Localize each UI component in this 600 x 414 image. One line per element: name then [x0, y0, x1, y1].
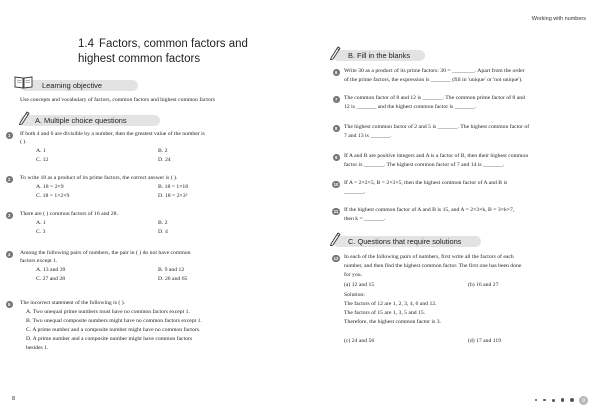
question-line1: If A and B are positive integers and A is a factor of B, then their highest common — [344, 153, 529, 159]
part-c-label: (c) 24 and 56 — [344, 338, 375, 344]
question-number: 5 — [6, 301, 13, 308]
question-number: 7 — [333, 96, 340, 103]
question-line2: factor is _______. The highest common factor of 7 and 14 is _______. — [344, 162, 505, 168]
question-number: 11 — [333, 208, 339, 214]
option-a[interactable]: A. 1 — [36, 220, 46, 226]
question-stem-cont: factors except 1. — [20, 258, 58, 264]
learning-objective-heading: Learning objective — [42, 81, 102, 90]
part-a-label: (a) 12 and 15 — [344, 282, 375, 288]
chapter-title — [78, 37, 288, 67]
option-c[interactable]: C. A prime number and a composite number might have no common factors. — [26, 327, 201, 333]
section-b-heading: B. Fill in the blanks — [348, 51, 411, 60]
option-c[interactable]: C. 27 and 28 — [36, 276, 66, 282]
dot — [561, 398, 565, 402]
chapter-number: 1.4 — [78, 38, 94, 50]
open-book-icon — [14, 75, 33, 89]
question-line1: If the highest common factor of A and B is 15, and A = 2×3×k, B = 3×k×7, — [344, 207, 515, 213]
option-b[interactable]: B. Two unequal composite numbers might have no common factors except 1. — [26, 318, 202, 324]
question-number: 1 — [6, 132, 13, 139]
question-number: 4 — [6, 251, 13, 258]
section-a-heading: A. Multiple choice questions — [35, 116, 127, 125]
page-number-right: 9 — [579, 396, 588, 405]
question-line2: 12 is _______ and the highest common factor is _______. — [344, 104, 477, 110]
question-number: 10 — [333, 181, 339, 187]
question-number: 8 — [333, 125, 340, 132]
question-line1: If A = 2×2×5, B = 2×3×5, then the highest common factor of A and B is — [344, 180, 508, 186]
question-stem: The incorrect statement of the following is ( ). — [20, 300, 126, 306]
section-c-heading: C. Questions that require solutions — [348, 237, 462, 246]
option-d[interactable]: D. 24 — [158, 157, 171, 163]
pencil-icon — [328, 231, 341, 246]
question-number: 6 — [333, 69, 340, 76]
question-number: 2 — [6, 176, 13, 183]
solution-line: The factors of 12 are 1, 2, 3, 4, 6 and 12. — [344, 301, 437, 307]
option-d[interactable]: D. 4 — [158, 229, 168, 235]
chapter-title-line2: highest common factors — [78, 53, 201, 65]
question-line2: then k = _______. — [344, 216, 386, 222]
option-d-cont: besides 1. — [26, 345, 49, 351]
solution-label: Solution: — [344, 292, 365, 298]
pencil-icon — [328, 45, 341, 60]
option-b[interactable]: B. 2 — [158, 220, 168, 226]
question-number: 3 — [6, 212, 13, 219]
question-intro-line3: for you. — [344, 272, 363, 278]
option-a[interactable]: A. 1 — [36, 148, 46, 154]
section-a-bar — [20, 115, 160, 126]
solution-line: Therefore, the highest common factor is 3. — [344, 319, 441, 325]
dot — [552, 399, 555, 402]
dot — [543, 399, 546, 402]
option-d[interactable]: D. 26 and 65 — [158, 276, 188, 282]
option-b[interactable]: B. 18 = 1×18 — [158, 184, 189, 190]
question-intro-line1: In each of the following pairs of numbers, first write all the factors of each — [344, 254, 514, 260]
option-c[interactable]: C. 18 = 1×2×9 — [36, 193, 70, 199]
option-c[interactable]: C. 12 — [36, 157, 49, 163]
section-c-bar — [333, 236, 481, 247]
question-line2: of the prime factors, the expression is _______ (fill in 'unique' or 'not unique'). — [344, 77, 523, 83]
question-line1: The common factor of 8 and 12 is _______. The common prime factor of 8 and — [344, 95, 525, 101]
option-a[interactable]: A. 13 and 39 — [36, 267, 66, 273]
dot — [570, 398, 574, 402]
section-b-bar — [333, 50, 425, 61]
question-line1: The highest common factor of 2 and 5 is _______. The highest common factor of — [344, 124, 530, 130]
solution-line: The factors of 15 are 1, 3, 5 and 15. — [344, 310, 426, 316]
pencil-icon — [17, 110, 30, 125]
running-head: Working with numbers — [531, 16, 586, 22]
page-number-left: 8 — [12, 396, 16, 402]
part-d-label: (d) 17 and 119 — [468, 338, 502, 344]
option-d[interactable]: D. A prime number and a composite number might have common factors — [26, 336, 193, 342]
option-b[interactable]: B. 2 — [158, 148, 168, 154]
option-c[interactable]: C. 3 — [36, 229, 46, 235]
question-stem: If both 4 and 6 are divisible by a number, then the greatest value of the number is — [20, 131, 205, 137]
dot — [535, 399, 537, 401]
question-intro-line2: number, and then find the highest common factor. The first one has been done — [344, 263, 522, 269]
chapter-title-line1: Factors, common factors and — [99, 38, 248, 50]
question-stem: To write 18 as a product of its prime factors, the correct answer is ( ). — [20, 175, 178, 181]
option-d[interactable]: D. 18 = 2×3² — [158, 193, 188, 199]
question-line2: _______. — [344, 189, 366, 195]
right-page — [300, 0, 600, 414]
question-line1: Write 30 as a product of its prime factors: 30 = ________. Apart from the order — [344, 68, 525, 74]
learning-objective-text: Use concepts and vocabulary of factors, common factors and highest common factors — [20, 97, 215, 103]
question-line2: 7 and 13 is _______. — [344, 133, 392, 139]
option-a[interactable]: A. Two unequal prime numbers must have no common factors except 1. — [26, 309, 190, 315]
question-stem: Among the following pairs of numbers, the pair in ( ) do not have common — [20, 250, 191, 256]
option-a[interactable]: A. 18 = 2×9 — [36, 184, 64, 190]
question-stem-cont: ( ). — [20, 139, 27, 145]
question-number: 9 — [333, 154, 340, 161]
learning-objective-bar — [20, 80, 138, 91]
part-b-label: (b) 16 and 27 — [468, 282, 499, 288]
question-stem: There are ( ) common factors of 16 and 28. — [20, 211, 118, 217]
page-dots — [535, 398, 574, 402]
question-number: 12 — [333, 255, 339, 261]
option-b[interactable]: B. 9 and 12 — [158, 267, 185, 273]
